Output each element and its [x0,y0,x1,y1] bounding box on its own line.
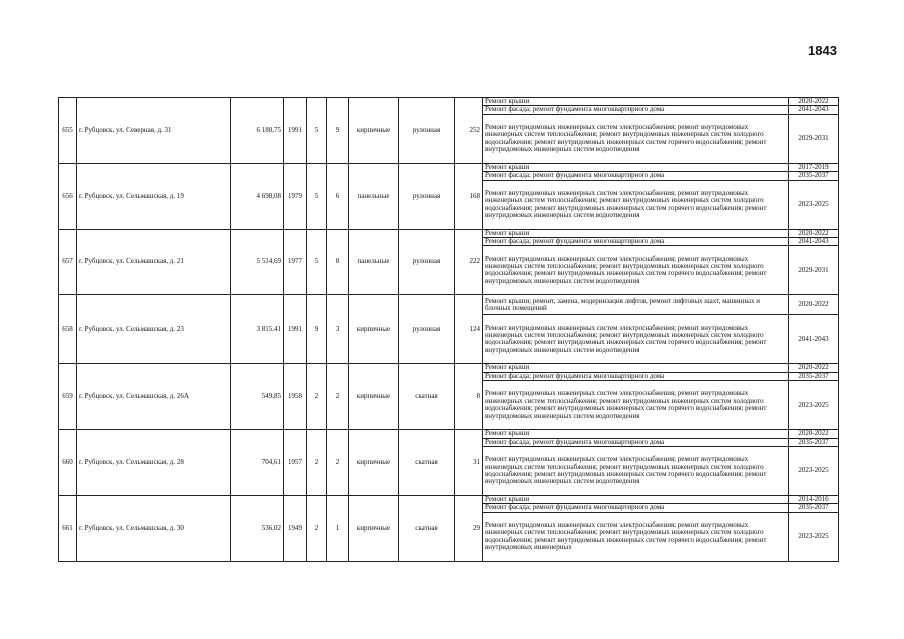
work-description: Ремонт крыши [483,364,789,372]
work-period: 2014-2016 [789,496,839,504]
work-description: Ремонт фасада; ремонт фундамента многоквартирного дома [483,172,789,180]
roof-type: рулонная [399,98,455,164]
work-period: 2020-2022 [789,295,839,315]
roof-type: рулонная [399,229,455,295]
apartment-count: 252 [455,98,483,164]
building-floors: 2 [307,430,327,496]
work-period: 2020-2022 [789,430,839,438]
work-description: Ремонт фасада; ремонт фундамента многоквартирного дома [483,106,789,114]
building-floors: 5 [307,98,327,164]
building-area: 549,85 [231,364,284,430]
building-year: 1991 [284,98,307,164]
work-description: Ремонт внутридомовых инженерных систем электроснабжения; ремонт внутридомовых инженерных систем теплоснабжения; ремонт внутридомовых инженерных систем холодного водоснабжения; ремонт внутридомовых инженерных систем горячего водоснабжения; ремонт внутридомовых инженерных систем водоотведения [483,114,789,163]
building-entrances: 2 [327,430,349,496]
building-address: г. Рубцовск, ул. Сельмашская, д. 19 [77,163,231,229]
building-area: 5 514,69 [231,229,284,295]
work-description: Ремонт крыши [483,229,789,237]
work-description: Ремонт крыши [483,496,789,504]
building-floors: 5 [307,163,327,229]
work-period: 2035-2037 [789,172,839,180]
table-row [59,98,839,106]
work-period: 2041-2043 [789,106,839,114]
wall-material: кирпичные [349,98,399,164]
building-number: 655 [59,98,77,164]
building-address: г. Рубцовск, ул. Сельмашская, д. 28 [77,430,231,496]
building-floors: 9 [307,295,327,364]
building-year: 1957 [284,430,307,496]
work-period: 2023-2025 [789,447,839,496]
building-entrances: 1 [327,496,349,562]
roof-type: скатная [399,430,455,496]
apartment-count: 31 [455,430,483,496]
roof-type: рулонная [399,163,455,229]
building-number: 657 [59,229,77,295]
work-period: 2029-2031 [789,114,839,163]
work-description: Ремонт внутридомовых инженерных систем электроснабжения; ремонт внутридомовых инженерных систем теплоснабжения; ремонт внутридомовых инженерных систем холодного водоснабжения; ремонт внутридомовых инженерных систем горячего водоснабжения; ремонт внутридомовых инженерных систем водоотведения [483,246,789,295]
wall-material: кирпичные [349,496,399,562]
building-floors: 5 [307,229,327,295]
work-description: Ремонт фасада; ремонт фундамента многоквартирного дома [483,438,789,446]
housing-repair-table [58,97,839,562]
building-entrances: 8 [327,229,349,295]
work-period: 2020-2022 [789,229,839,237]
building-address: г. Рубцовск, ул. Сельмашская, д. 30 [77,496,231,562]
work-description: Ремонт крыши [483,163,789,171]
work-period: 2041-2043 [789,238,839,246]
building-address: г. Рубцовск, ул. Сельмашская, д. 26А [77,364,231,430]
page-number: 1843 [808,43,837,58]
work-description: Ремонт фасада; ремонт фундамента многоквартирного дома [483,238,789,246]
building-entrances: 9 [327,98,349,164]
work-description: Ремонт внутридомовых инженерных систем электроснабжения; ремонт внутридомовых инженерных систем теплоснабжения; ремонт внутридомовых инженерных систем холодного водоснабжения; ремонт внутридомовых инженерных систем горячего водоснабжения; ремонт внутридомовых инженерных [483,512,789,561]
work-description: Ремонт внутридомовых инженерных систем электроснабжения; ремонт внутридомовых инженерных систем теплоснабжения; ремонт внутридомовых инженерных систем холодного водоснабжения; ремонт внутридомовых инженерных систем горячего водоснабжения; ремонт внутридомовых инженерных систем водоотведения [483,180,789,229]
apartment-count: 8 [455,364,483,430]
table-row [59,364,839,372]
work-period: 2020-2022 [789,364,839,372]
wall-material: кирпичные [349,295,399,364]
apartment-count: 124 [455,295,483,364]
work-period: 2023-2025 [789,512,839,561]
wall-material: панельные [349,163,399,229]
work-period: 2035-2037 [789,438,839,446]
building-area: 4 698,08 [231,163,284,229]
apartment-count: 168 [455,163,483,229]
work-period: 2041-2043 [789,315,839,364]
building-year: 1979 [284,163,307,229]
building-entrances: 2 [327,364,349,430]
wall-material: кирпичные [349,364,399,430]
building-area: 3 815,41 [231,295,284,364]
work-description: Ремонт крыши [483,430,789,438]
apartment-count: 29 [455,496,483,562]
work-description: Ремонт фасада; ремонт фундамента многоквартирного дома [483,372,789,380]
roof-type: рулонная [399,295,455,364]
work-description: Ремонт крыши; ремонт, замена, модернизация лифтов, ремонт лифтовых шахт, машинных и блочных помещений [483,295,789,315]
work-description: Ремонт внутридомовых инженерных систем электроснабжения; ремонт внутридомовых инженерных систем теплоснабжения; ремонт внутридомовых инженерных систем холодного водоснабжения; ремонт внутридомовых инженерных систем горячего водоснабжения; ремонт внутридомовых инженерных систем водоотведения [483,447,789,496]
building-number: 660 [59,430,77,496]
building-area: 6 180,75 [231,98,284,164]
work-description: Ремонт крыши [483,98,789,106]
wall-material: панельные [349,229,399,295]
work-period: 2017-2019 [789,163,839,171]
work-period: 2020-2022 [789,98,839,106]
wall-material: кирпичные [349,430,399,496]
roof-type: скатная [399,496,455,562]
building-number: 659 [59,364,77,430]
building-year: 1949 [284,496,307,562]
table-row [59,496,839,504]
building-area: 704,61 [231,430,284,496]
building-year: 1991 [284,295,307,364]
work-period: 2035-2037 [789,372,839,380]
work-period: 2023-2025 [789,381,839,430]
building-address: г. Рубцовск, ул. Сельмашская, д. 21 [77,229,231,295]
building-floors: 2 [307,364,327,430]
building-entrances: 6 [327,163,349,229]
building-number: 658 [59,295,77,364]
work-period: 2035-2037 [789,504,839,512]
work-description: Ремонт фасада; ремонт фундамента многоквартирного дома [483,504,789,512]
work-description: Ремонт внутридомовых инженерных систем электроснабжения; ремонт внутридомовых инженерных систем теплоснабжения; ремонт внутридомовых инженерных систем холодного водоснабжения; ремонт внутридомовых инженерных систем горячего водоснабжения; ремонт внутридомовых инженерных систем водоотведения [483,315,789,364]
table-row [59,430,839,438]
table-row [59,163,839,171]
work-period: 2023-2025 [789,180,839,229]
building-number: 656 [59,163,77,229]
building-number: 661 [59,496,77,562]
table-body [59,98,839,562]
building-year: 1977 [284,229,307,295]
building-area: 536,02 [231,496,284,562]
building-floors: 2 [307,496,327,562]
work-description: Ремонт внутридомовых инженерных систем электроснабжения; ремонт внутридомовых инженерных систем теплоснабжения; ремонт внутридомовых инженерных систем холодного водоснабжения; ремонт внутридомовых инженерных систем горячего водоснабжения; ремонт внутридомовых инженерных систем водоотведения [483,381,789,430]
roof-type: скатная [399,364,455,430]
building-address: г. Рубцовск, ул. Сельмашская, д. 23 [77,295,231,364]
building-year: 1958 [284,364,307,430]
apartment-count: 222 [455,229,483,295]
building-address: г. Рубцовск, ул. Северная, д. 31 [77,98,231,164]
table-row [59,229,839,237]
work-period: 2029-2031 [789,246,839,295]
building-entrances: 3 [327,295,349,364]
table-row [59,295,839,315]
